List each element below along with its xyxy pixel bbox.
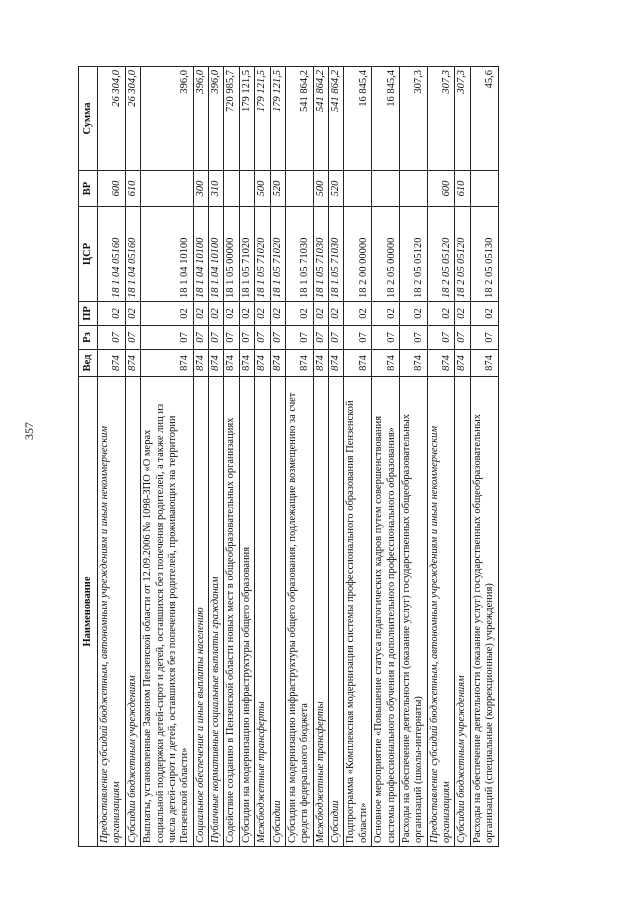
cell-pr: 02 [125, 302, 140, 326]
cell-sum: 26 304,0 [125, 67, 140, 171]
table-row [470, 67, 498, 847]
cell-vr [372, 171, 400, 207]
cell-ved: 874 [125, 350, 140, 377]
cell-ved: 874 [141, 350, 194, 377]
cell-sum: 396,0 [209, 67, 224, 171]
cell-csr: 18 1 05 71030 [285, 207, 313, 302]
cell-pr: 02 [209, 302, 224, 326]
cell-vr [224, 171, 239, 207]
cell-rz: 07 [239, 326, 254, 350]
table-row [329, 67, 344, 847]
cell-name: Субсидии бюджетным учреждениям [125, 377, 140, 847]
cell-csr: 18 2 05 00000 [372, 207, 400, 302]
cell-rz: 07 [98, 326, 126, 350]
cell-pr: 02 [427, 302, 455, 326]
cell-ved: 874 [399, 350, 427, 377]
cell-csr: 18 1 05 71020 [255, 207, 270, 302]
table-row [270, 67, 285, 847]
cell-ved: 874 [313, 350, 328, 377]
page-number: 357 [22, 422, 36, 440]
cell-sum: 307,3 [455, 67, 470, 171]
cell-rz: 07 [399, 326, 427, 350]
cell-rz: 07 [470, 326, 498, 350]
cell-csr: 18 1 04 10100 [209, 207, 224, 302]
header-sum: Сумма [79, 67, 98, 171]
cell-csr: 18 2 05 05130 [470, 207, 498, 302]
table-row [125, 67, 140, 847]
cell-ved: 874 [455, 350, 470, 377]
cell-vr: 600 [427, 171, 455, 207]
cell-pr: 02 [470, 302, 498, 326]
cell-name: Содействие созданию в Пензенской области новых мест в общеобразовательных организациях [224, 377, 239, 847]
budget-table [78, 66, 499, 847]
cell-rz: 07 [329, 326, 344, 350]
cell-csr: 18 1 05 00000 [224, 207, 239, 302]
table-header-row [79, 67, 98, 847]
cell-csr: 18 2 05 05120 [455, 207, 470, 302]
cell-sum: 307,3 [399, 67, 427, 171]
cell-rz: 07 [209, 326, 224, 350]
table-row [239, 67, 254, 847]
cell-vr [285, 171, 313, 207]
cell-csr: 18 2 05 05120 [399, 207, 427, 302]
cell-vr: 310 [209, 171, 224, 207]
table-body [98, 67, 499, 847]
cell-sum: 541 864,2 [329, 67, 344, 171]
cell-ved: 874 [372, 350, 400, 377]
table-row [224, 67, 239, 847]
table-row [427, 67, 455, 847]
cell-sum: 179 121,5 [270, 67, 285, 171]
cell-vr: 520 [329, 171, 344, 207]
cell-name: Субсидии бюджетным учреждениям [455, 377, 470, 847]
cell-pr: 02 [313, 302, 328, 326]
cell-name: Расходы на обеспечение деятельности (оказание услуг) государственных общеобразовательных организаций (школы-интернаты) [399, 377, 427, 847]
cell-name: Выплаты, установленные Законом Пензенской области от 12.09.2006 № 1098-ЗПО «О мерах социальной поддержки детей-сирот и детей, оставшихся без попечения родителей, а также лиц из числа детей-сирот и детей, оставшихся без попечения родителей, проживающих на территории Пензенской области» [141, 377, 194, 847]
table-row [455, 67, 470, 847]
cell-pr: 02 [455, 302, 470, 326]
budget-table-sheet [78, 67, 558, 847]
cell-csr: 18 1 05 71020 [270, 207, 285, 302]
table-row [344, 67, 372, 847]
cell-sum: 541 864,2 [313, 67, 328, 171]
cell-csr: 18 1 05 71020 [239, 207, 254, 302]
cell-name: Предоставление субсидий бюджетным, автономным учреждениям и иным некоммерческим организациям [427, 377, 455, 847]
cell-ved: 874 [193, 350, 208, 377]
cell-name: Субсидии на модернизацию инфраструктуры общего образования [239, 377, 254, 847]
cell-rz: 07 [255, 326, 270, 350]
cell-ved: 874 [239, 350, 254, 377]
cell-csr: 18 1 04 10100 [193, 207, 208, 302]
cell-sum: 396,0 [141, 67, 194, 171]
cell-rz: 07 [313, 326, 328, 350]
cell-csr: 18 2 00 00000 [344, 207, 372, 302]
cell-pr: 02 [270, 302, 285, 326]
cell-ved: 874 [224, 350, 239, 377]
cell-vr [239, 171, 254, 207]
cell-pr: 02 [399, 302, 427, 326]
cell-pr: 02 [285, 302, 313, 326]
cell-vr: 300 [193, 171, 208, 207]
cell-csr: 18 1 04 05160 [125, 207, 140, 302]
cell-vr: 520 [270, 171, 285, 207]
cell-sum: 179 121,5 [255, 67, 270, 171]
cell-sum: 26 304,0 [98, 67, 126, 171]
table-row [399, 67, 427, 847]
cell-sum: 307,3 [427, 67, 455, 171]
cell-rz: 07 [372, 326, 400, 350]
table-row [209, 67, 224, 847]
cell-sum: 720 985,7 [224, 67, 239, 171]
cell-pr: 02 [239, 302, 254, 326]
cell-pr: 02 [224, 302, 239, 326]
cell-name: Публичные нормативные социальные выплаты гражданам [209, 377, 224, 847]
cell-csr: 18 1 05 71030 [313, 207, 328, 302]
cell-rz: 07 [285, 326, 313, 350]
cell-csr: 18 1 05 71030 [329, 207, 344, 302]
cell-sum: 45,6 [470, 67, 498, 171]
cell-rz: 07 [125, 326, 140, 350]
cell-rz: 07 [344, 326, 372, 350]
cell-pr: 02 [329, 302, 344, 326]
cell-csr: 18 1 04 05160 [98, 207, 126, 302]
cell-ved: 874 [98, 350, 126, 377]
cell-rz: 07 [224, 326, 239, 350]
cell-ved: 874 [285, 350, 313, 377]
cell-pr: 02 [344, 302, 372, 326]
header-pr: ПР [79, 302, 98, 326]
cell-name: Подпрограмма «Комплексная модернизация системы профессионального образования Пензенской области» [344, 377, 372, 847]
cell-vr: 610 [125, 171, 140, 207]
cell-ved: 874 [344, 350, 372, 377]
cell-name: Субсидии [270, 377, 285, 847]
cell-vr [344, 171, 372, 207]
table-row [285, 67, 313, 847]
table-row [372, 67, 400, 847]
cell-vr: 610 [455, 171, 470, 207]
cell-ved: 874 [427, 350, 455, 377]
cell-vr: 500 [313, 171, 328, 207]
cell-name: Субсидии [329, 377, 344, 847]
cell-rz: 07 [141, 326, 194, 350]
table-row [255, 67, 270, 847]
cell-pr: 02 [98, 302, 126, 326]
cell-vr [141, 171, 194, 207]
table-row [141, 67, 194, 847]
cell-vr: 500 [255, 171, 270, 207]
cell-ved: 874 [470, 350, 498, 377]
cell-vr: 600 [98, 171, 126, 207]
cell-pr: 02 [255, 302, 270, 326]
header-ved: Вед [79, 350, 98, 377]
cell-sum: 179 121,5 [239, 67, 254, 171]
table-row [193, 67, 208, 847]
cell-name: Социальное обеспечение и иные выплаты населению [193, 377, 208, 847]
cell-ved: 874 [209, 350, 224, 377]
cell-vr [399, 171, 427, 207]
cell-vr [470, 171, 498, 207]
cell-rz: 07 [455, 326, 470, 350]
header-vr: ВР [79, 171, 98, 207]
cell-name: Межбюджетные трансферты [255, 377, 270, 847]
header-rz: Рз [79, 326, 98, 350]
cell-csr: 18 2 05 05120 [427, 207, 455, 302]
cell-csr: 18 1 04 10100 [141, 207, 194, 302]
table-row [98, 67, 126, 847]
header-csr: ЦСР [79, 207, 98, 302]
cell-name: Предоставление субсидий бюджетным, автономным учреждениям и иным некоммерческим организациям [98, 377, 126, 847]
cell-ved: 874 [329, 350, 344, 377]
cell-sum: 16 845,4 [372, 67, 400, 171]
table-row [313, 67, 328, 847]
cell-name: Субсидии на модернизацию инфраструктуры общего образования, подлежащие возмещению за счет средств федерального бюджета [285, 377, 313, 847]
cell-sum: 396,0 [193, 67, 208, 171]
cell-pr: 02 [141, 302, 194, 326]
cell-rz: 07 [427, 326, 455, 350]
cell-ved: 874 [270, 350, 285, 377]
cell-sum: 541 864,2 [285, 67, 313, 171]
cell-pr: 02 [372, 302, 400, 326]
cell-pr: 02 [193, 302, 208, 326]
cell-sum: 16 845,4 [344, 67, 372, 171]
cell-rz: 07 [193, 326, 208, 350]
cell-ved: 874 [255, 350, 270, 377]
cell-rz: 07 [270, 326, 285, 350]
header-name: Наименование [79, 377, 98, 847]
cell-name: Межбюджетные трансферты [313, 377, 328, 847]
cell-name: Расходы на обеспечение деятельности (оказание услуг) государственных общеобразовательных организаций (специальные (коррекционные) учреждения) [470, 377, 498, 847]
cell-name: Основное мероприятие «Повышение статуса педагогических кадров путем совершенствования системы профессионального обучения и дополнительного профессионального образования» [372, 377, 400, 847]
